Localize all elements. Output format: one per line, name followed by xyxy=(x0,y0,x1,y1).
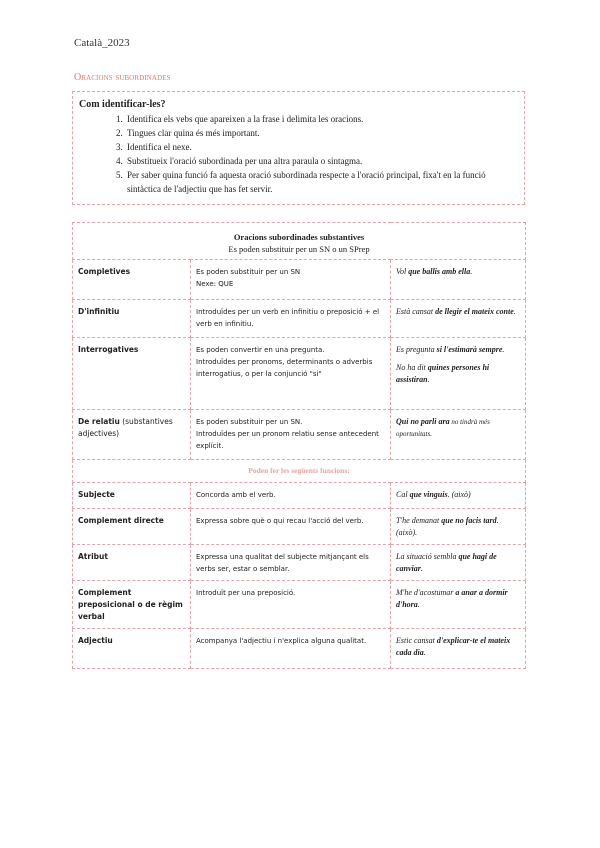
row-label: Complement directe xyxy=(73,509,191,545)
example-highlight: Qui no parli ara xyxy=(396,417,450,426)
row-example xyxy=(391,300,526,338)
document-title: Català_2023 xyxy=(74,37,130,49)
table-row xyxy=(73,545,526,581)
example-text: . (això). xyxy=(396,516,499,537)
table-row xyxy=(73,629,526,669)
example-highlight: de llegir el mateix conte xyxy=(435,307,514,316)
example-text: La situació sembla xyxy=(396,552,459,561)
table-row xyxy=(73,509,526,545)
example-text: . (això) xyxy=(447,490,471,499)
example-highlight: que ballis amb ella xyxy=(408,267,471,276)
example-text: Està cansat xyxy=(396,307,436,316)
row-example xyxy=(391,509,526,545)
row-description: Introduït per una preposició. xyxy=(191,581,391,629)
example-text: no tindrà més oportunitats. xyxy=(396,418,490,438)
row-description: Expressa una qualitat del subjecte mitjançant els verbs ser, estar o semblar. xyxy=(191,545,391,581)
list-item: 5. Per saber quina funció fa aquesta oració subordinada respecte a l'oració principal, fixa't en la funció sintàctica de l'adjectiu que has fet servir. xyxy=(125,168,518,196)
example-text: . xyxy=(420,564,423,573)
example-highlight: que vinguis xyxy=(409,490,448,499)
table-row xyxy=(73,300,526,338)
table-subtitle: Es poden substituir per un SN o un SPrep xyxy=(228,244,370,254)
row-label: Complement preposicional o de règim verbal xyxy=(73,581,191,629)
description-line: Es poden substituir per un SN xyxy=(196,268,301,276)
row-example xyxy=(391,629,526,669)
row-label: Subjecte xyxy=(73,483,191,509)
example-text: Vol xyxy=(396,267,409,276)
row-label: Adjectiu xyxy=(73,629,191,669)
row-description xyxy=(191,338,391,410)
table-row xyxy=(73,338,526,410)
table-row xyxy=(73,410,526,460)
row-description: Concorda amb el verb. xyxy=(191,483,391,509)
example-highlight: si l'estimarà sempre xyxy=(436,345,503,354)
table-row xyxy=(73,260,526,300)
identify-title: Com identificar-les? xyxy=(79,99,166,110)
section-title: Oracions subordinades xyxy=(74,72,171,83)
list-item: 4. Substitueix l'oració subordinada per una altra paraula o sintagma. xyxy=(125,154,518,168)
list-item: 1. Identifica els vebs que apareixen a la frase i delimita les oracions. xyxy=(125,112,518,126)
example-text: Cal xyxy=(396,490,410,499)
steps-list xyxy=(79,112,518,196)
row-example xyxy=(391,545,526,581)
table-title: Oracions subordinades substantives xyxy=(233,232,365,242)
list-item: 2. Tingues clar quina és més important. xyxy=(125,126,518,140)
example-text: Estic cansat xyxy=(396,636,437,645)
description-line: Introduïdes per pronoms, determinants o adverbis interrogatius, o per la conjunció "si" xyxy=(196,358,373,378)
example-text: No ha dit xyxy=(396,363,428,372)
row-label xyxy=(73,410,191,460)
row-example xyxy=(391,581,526,629)
table-row xyxy=(73,483,526,509)
row-description xyxy=(191,410,391,460)
row-label: Interrogatives xyxy=(73,338,191,410)
description-line: Nexe: QUE xyxy=(196,280,234,288)
example-highlight: quines persones hi assistiran xyxy=(396,363,490,384)
row-description xyxy=(191,300,391,338)
table-header-row xyxy=(73,223,526,260)
example-text: . xyxy=(417,600,420,609)
functions-header-row xyxy=(73,460,526,483)
table-header xyxy=(73,223,526,260)
example-text: T'he demanat xyxy=(396,516,442,525)
row-example xyxy=(391,260,526,300)
label-suffix: (substantives adjectives) xyxy=(78,417,173,438)
description-line: Introduïdes per un verb en infinitiu o preposició + el verb en infinitiu. xyxy=(196,308,380,328)
example-text: . xyxy=(423,648,426,657)
table-row xyxy=(73,581,526,629)
identify-box xyxy=(72,91,525,205)
example-highlight: d'explicar-te el mateix cada dia xyxy=(396,636,511,657)
row-description: Acompanya l'adjectiu i n'explica alguna qualitat. xyxy=(191,629,391,669)
row-label: D'infinitiu xyxy=(73,300,191,338)
example-highlight: a anar a dormir d'hora xyxy=(396,588,508,609)
row-example xyxy=(391,483,526,509)
example-text: . xyxy=(502,345,505,354)
example-highlight: que hagi de canviar xyxy=(396,552,497,573)
example-highlight: que no facis tard xyxy=(441,516,497,525)
list-item: 3. Identifica el nexe. xyxy=(125,140,518,154)
description-line: Es poden substituir per un SN. xyxy=(196,418,303,426)
subordinate-table xyxy=(72,222,526,669)
row-label: Atribut xyxy=(73,545,191,581)
row-label: Completives xyxy=(73,260,191,300)
label-text: De relatiu xyxy=(78,417,120,426)
example-text: . xyxy=(470,267,473,276)
row-description xyxy=(191,260,391,300)
example-text: Es pregunta xyxy=(396,345,437,354)
example-text: M'he d'acostumar xyxy=(396,588,456,597)
example-text: . xyxy=(427,375,430,384)
row-example xyxy=(391,410,526,460)
description-line: Introduïdes per un pronom relatiu sense antecedent explícit. xyxy=(196,430,379,450)
row-description: Expressa sobre què o qui recau l'acció del verb. xyxy=(191,509,391,545)
example-text: . xyxy=(513,307,516,316)
description-line: Es poden convertir en una pregunta. xyxy=(196,346,325,354)
functions-header: Poden fer les següents funcions: xyxy=(73,460,526,483)
row-example xyxy=(391,338,526,410)
